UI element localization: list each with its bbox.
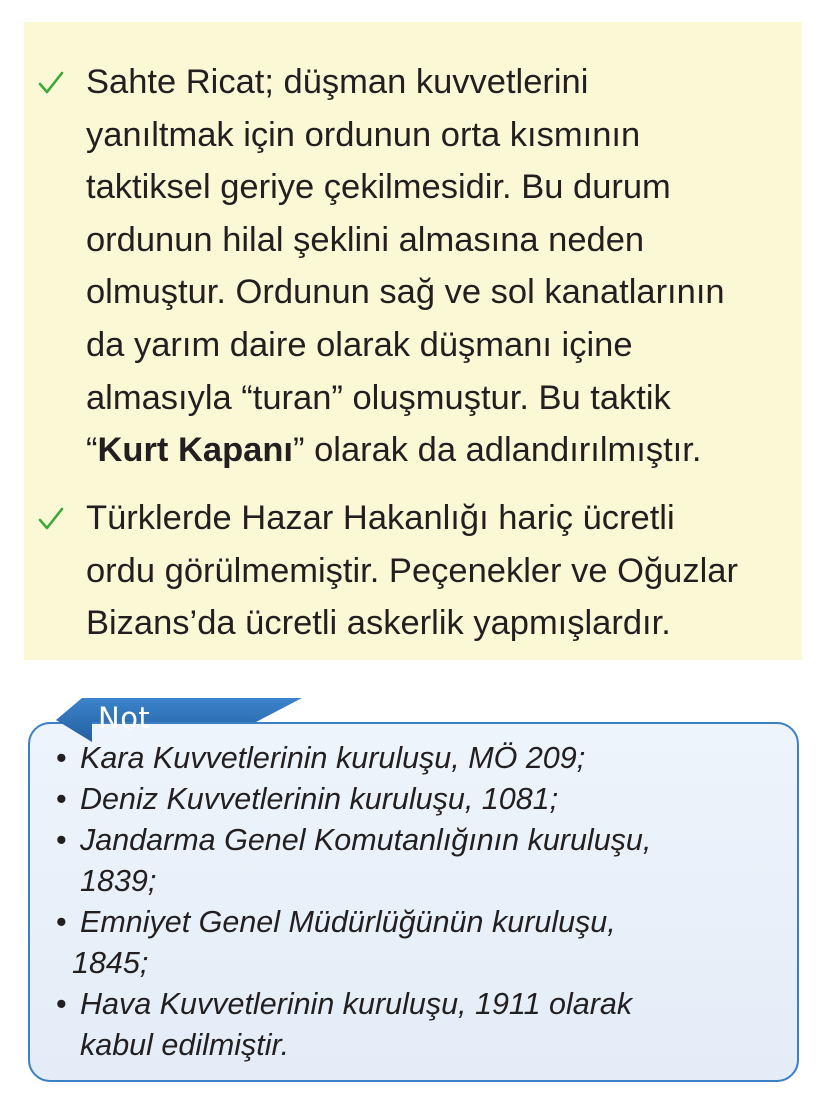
note-line: Jandarma Genel Komutanlığının kuruluşu, (80, 823, 652, 857)
bold-term: Kurt Kapanı (97, 431, 294, 470)
bullet-dot: • (56, 823, 67, 857)
note-line: Kara Kuvvetlerinin kuruluşu, MÖ 209; (80, 741, 586, 775)
note-line: 1839; (80, 864, 157, 898)
bullet-dot: • (56, 987, 67, 1021)
note-line: kabul edilmiştir. (80, 1028, 290, 1062)
note-list (56, 738, 796, 1066)
text-line-kurt-kapani (86, 424, 798, 477)
note-tab-ribbon (56, 698, 302, 742)
bullet-dot: • (56, 905, 67, 939)
open-quote: “ (86, 431, 98, 470)
note-item-jandarma (56, 820, 796, 902)
bullet-text (86, 56, 798, 477)
check-icon (36, 68, 66, 98)
text-line: da yarım daire olarak düşmanı içine (86, 325, 633, 364)
text-line: almasıyla “turan” oluşmuştur. Bu taktik (86, 378, 671, 417)
line-rest: ” olarak da adlandırılmıştır. (293, 431, 702, 470)
text-line: taktiksel geriye çekilmesidir. Bu durum (86, 168, 671, 207)
note-line: Hava Kuvvetlerinin kuruluşu, 1911 olarak (80, 987, 633, 1021)
note-line: 1845; (72, 946, 149, 980)
note-line: Emniyet Genel Müdürlüğünün kuruluşu, (80, 905, 616, 939)
text-line: Bizans’da ücretli askerlik yapmışlardır. (86, 604, 671, 643)
text-line: yanıltmak için ordunun orta kısmının (86, 115, 641, 154)
note-line: Deniz Kuvvetlerinin kuruluşu, 1081; (80, 782, 559, 816)
note-item-hava-kuvvetleri (56, 984, 796, 1066)
text-line: Sahte Ricat; düşman kuvvetlerini (86, 63, 589, 101)
text-line: olmuştur. Ordunun sağ ve sol kanatlarının (86, 273, 725, 312)
note-item-deniz-kuvvetleri (56, 779, 796, 820)
note-item-kara-kuvvetleri (56, 738, 796, 779)
text-line: ordunun hilal şeklini almasına neden (86, 220, 645, 259)
bullet-text (86, 492, 798, 650)
note-item-emniyet (56, 902, 796, 984)
note-label: Not (98, 701, 151, 735)
bullet-dot: • (56, 782, 67, 816)
text-line: ordu görülmemiştir. Peçenekler ve Oğuzlar (86, 551, 738, 590)
info-box (24, 22, 802, 660)
check-icon (36, 504, 66, 534)
text-line: Türklerde Hazar Hakanlığı hariç ücretli (86, 499, 675, 537)
bullet-dot: • (56, 741, 67, 775)
